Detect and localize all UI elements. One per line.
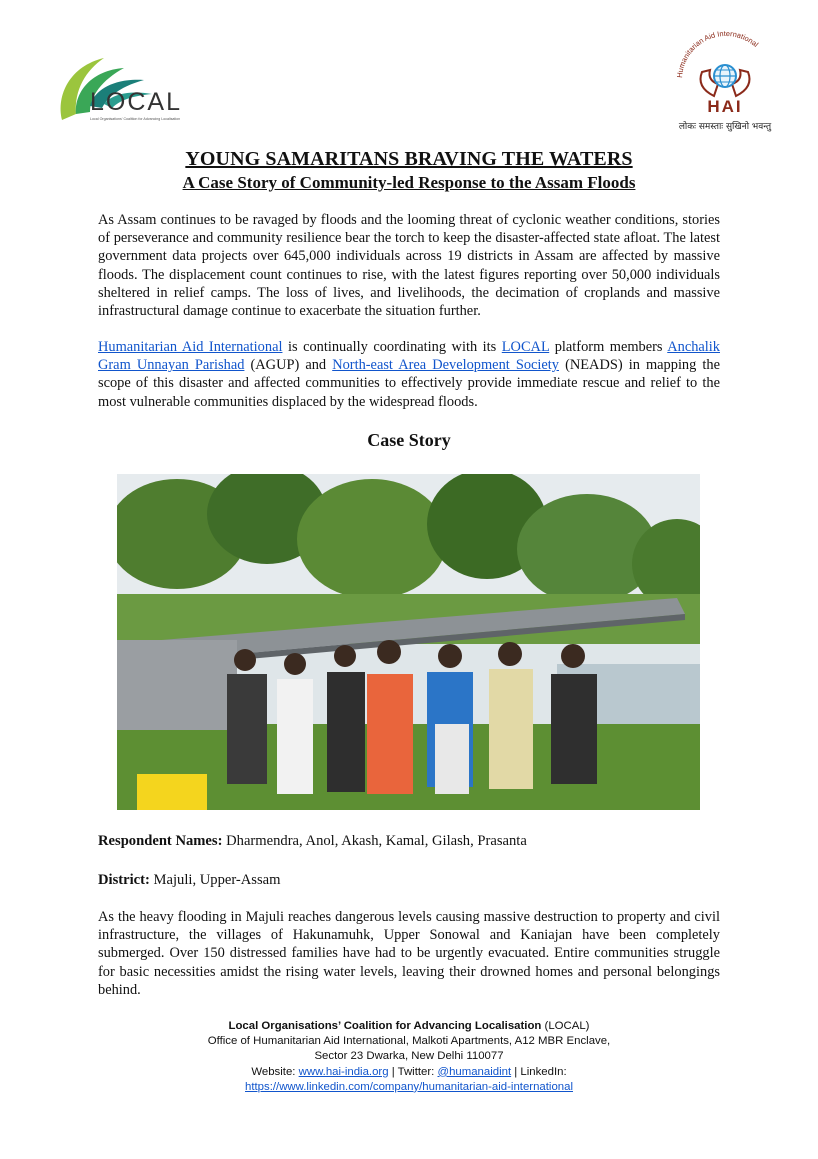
page-title: YOUNG SAMARITANS BRAVING THE WATERS — [185, 148, 633, 170]
svg-text:Humanitarian Aid International: Humanitarian Aid International — [675, 28, 761, 79]
neads-link[interactable]: North-east Area Development Society — [332, 357, 559, 374]
svg-text:लोकः समस्ताः सुखिनो भवन्तु: लोकः समस्ताः सुखिनो भवन्तु — [678, 122, 772, 132]
footer — [0, 1019, 818, 1095]
coordination-text-1: is continually coordinating with its — [282, 339, 502, 355]
linkedin-link[interactable]: https://www.linkedin.com/company/humanitarian-aid-international — [245, 1080, 573, 1093]
flood-relief-photo-icon — [117, 474, 700, 810]
district-label: District: — [98, 872, 150, 888]
district-value: Majuli, Upper-Assam — [149, 872, 281, 888]
footer-office: Office of Humanitarian Aid International, Malkoti Apartments, A12 MBR Enclave, — [207, 1035, 611, 1048]
respondent-value: Dharmendra, Anol, Akash, Kamal, Gilash, Prasanta — [222, 833, 527, 849]
footer-links-line — [0, 1065, 818, 1080]
website-link[interactable]: www.hai-india.org — [298, 1065, 389, 1078]
hands-globe-icon — [664, 28, 786, 138]
coordination-paragraph — [98, 338, 720, 411]
footer-org-line — [0, 1019, 818, 1034]
respondent-names — [98, 833, 527, 850]
swoosh-logo-icon — [52, 50, 190, 126]
hai-link[interactable]: Humanitarian Aid International — [98, 339, 283, 355]
case-story-heading: Case Story — [367, 430, 451, 450]
story-paragraph: As the heavy flooding in Majuli reaches dangerous levels causing massive destruction to property and civil infrastructure, the villages of Hakunamuhk, Upper Sonowal and Kaniajan have been completely submerged. Over 150 distressed families have had to be urgently evacuated. Entire communities struggle for basic necessities amidst the rising water levels, leaving their drowned homes and personal belongings behind. — [98, 909, 720, 998]
hai-logo — [664, 28, 786, 138]
footer-twitter-label: | Twitter: — [388, 1065, 438, 1078]
footer-website-label: Website: — [251, 1065, 299, 1078]
respondent-label: Respondent Names: — [98, 833, 223, 849]
agup-link[interactable]: Anchalik Gram Unnayan Parishad — [98, 339, 720, 374]
coordination-text-3: (AGUP) and — [244, 357, 333, 374]
twitter-link[interactable]: @humanaidint — [437, 1065, 512, 1078]
footer-org-abbr: (LOCAL) — [541, 1020, 590, 1032]
district — [98, 872, 281, 889]
coordination-text-4: (NEADS) in mapping the scope of this disaster and affected communities to effectively provide immediate rescue and relief to the most vulnerable communities displaced by the widespread floods. — [98, 357, 720, 410]
footer-org-name: Local Organisations’ Coalition for Advancing Localisation — [228, 1020, 542, 1032]
page-subtitle: A Case Story of Community-led Response to the Assam Floods — [182, 173, 636, 192]
svg-text:LOCAL: LOCAL — [90, 88, 182, 116]
local-link[interactable]: LOCAL — [501, 339, 550, 355]
flood-relief-photo — [117, 474, 700, 810]
svg-text:HAI: HAI — [707, 97, 743, 116]
local-logo — [52, 50, 190, 126]
footer-linkedin-label: | LinkedIn: — [511, 1065, 567, 1078]
intro-paragraph: As Assam continues to be ravaged by floods and the looming threat of cyclonic weather conditions, stories of perseverance and community resilience bear the torch to keep the disaster-affected state afloat. The latest government data projects over 645,000 individuals across 19 districts in Assam are affected by massive floods. The displacement count continues to rise, with the latest figures reporting over 50,000 individuals sheltered in relief camps. The loss of lives, and livelihoods, the decimation of croplands and massive infrastructural damage continue to exacerbate the situation further. — [98, 212, 720, 320]
coordination-text-2: platform members — [549, 339, 668, 355]
footer-address: Sector 23 Dwarka, New Delhi 110077 — [314, 1050, 504, 1063]
svg-text:Local Organisations' Coalition: Local Organisations' Coalition for Advancing Localisation — [90, 117, 181, 121]
footer-linkedin-line — [0, 1080, 818, 1095]
